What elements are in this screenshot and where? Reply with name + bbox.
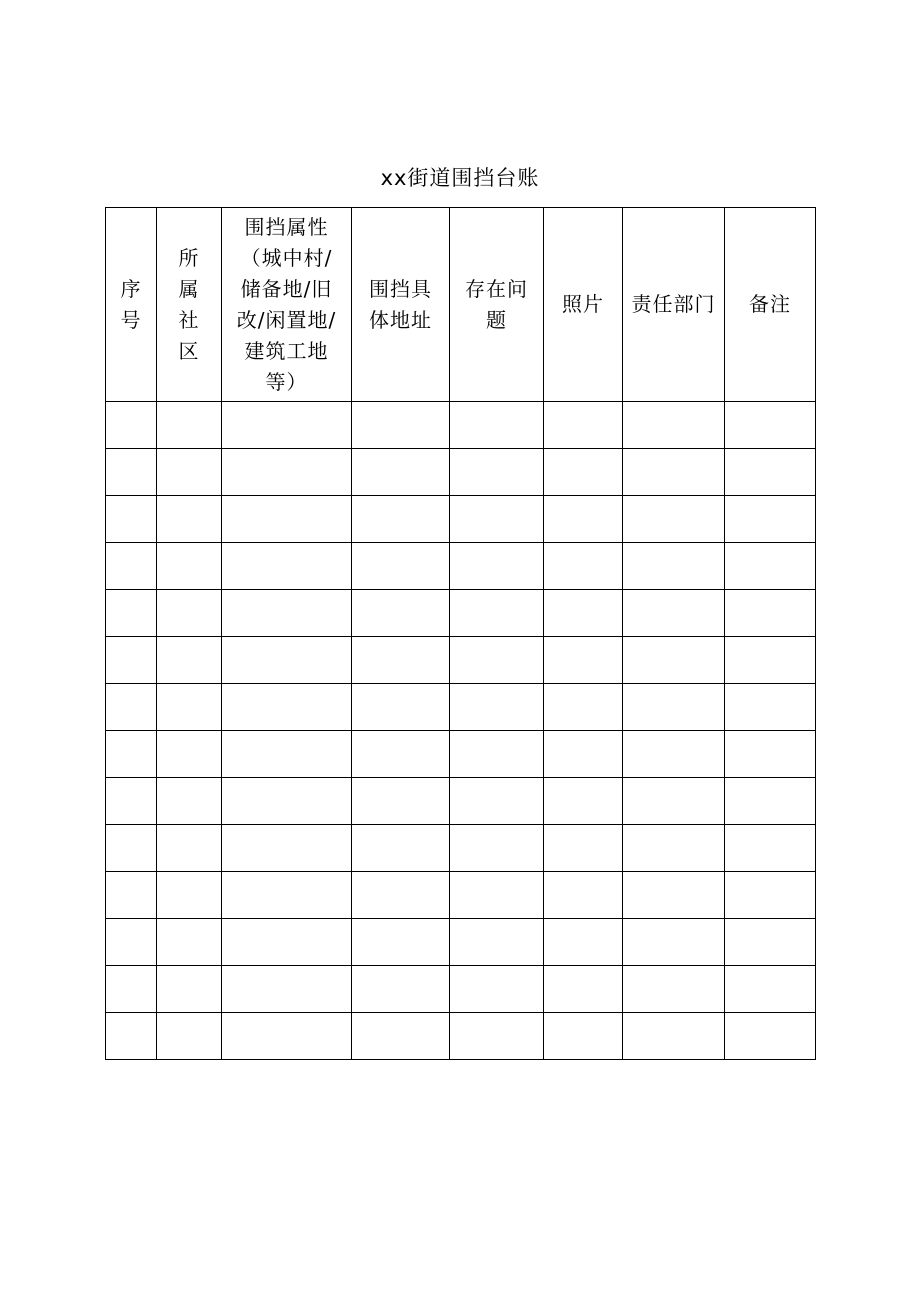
table-row	[106, 731, 816, 778]
table-cell-remark[interactable]	[725, 825, 816, 872]
table-cell-department[interactable]	[623, 402, 725, 449]
table-cell-remark[interactable]	[725, 449, 816, 496]
table-row	[106, 637, 816, 684]
ledger-table	[105, 207, 816, 1060]
table-row	[106, 590, 816, 637]
table-cell-community[interactable]	[157, 1013, 222, 1060]
header-row	[106, 208, 816, 402]
table-cell-attribute[interactable]	[222, 402, 352, 449]
table-cell-attribute[interactable]	[222, 637, 352, 684]
table-cell-address[interactable]	[352, 449, 450, 496]
table-cell-photo[interactable]	[544, 543, 623, 590]
table-cell-photo[interactable]	[544, 402, 623, 449]
table-cell-community[interactable]	[157, 637, 222, 684]
table-cell-issue[interactable]	[450, 637, 544, 684]
table-cell-department[interactable]	[623, 966, 725, 1013]
table-row	[106, 825, 816, 872]
table-cell-community[interactable]	[157, 731, 222, 778]
table-row	[106, 778, 816, 825]
table-row	[106, 449, 816, 496]
table-cell-department[interactable]	[623, 637, 725, 684]
table-cell-department[interactable]	[623, 449, 725, 496]
table-cell-address[interactable]	[352, 1013, 450, 1060]
table-cell-department[interactable]	[623, 778, 725, 825]
table-cell-address[interactable]	[352, 684, 450, 731]
table-cell-issue[interactable]	[450, 590, 544, 637]
table-cell-seq[interactable]	[106, 496, 157, 543]
ledger-body	[106, 402, 816, 1060]
header-label-community: 所属社区	[178, 245, 200, 363]
table-cell-attribute[interactable]	[222, 684, 352, 731]
table-cell-issue[interactable]	[450, 543, 544, 590]
table-cell-photo[interactable]	[544, 1013, 623, 1060]
table-row	[106, 543, 816, 590]
table-row	[106, 496, 816, 543]
table-cell-photo[interactable]	[544, 496, 623, 543]
table-cell-community[interactable]	[157, 543, 222, 590]
table-cell-community[interactable]	[157, 449, 222, 496]
table-cell-issue[interactable]	[450, 872, 544, 919]
table-row	[106, 966, 816, 1013]
table-cell-attribute[interactable]	[222, 496, 352, 543]
table-cell-community[interactable]	[157, 496, 222, 543]
table-cell-attribute[interactable]	[222, 919, 352, 966]
table-cell-department[interactable]	[623, 872, 725, 919]
table-cell-remark[interactable]	[725, 872, 816, 919]
table-cell-remark[interactable]	[725, 919, 816, 966]
header-cell-attribute	[222, 208, 352, 402]
table-cell-remark[interactable]	[725, 543, 816, 590]
header-label-department: 责任部门	[631, 292, 716, 316]
table-cell-community[interactable]	[157, 402, 222, 449]
table-cell-issue[interactable]	[450, 402, 544, 449]
table-cell-community[interactable]	[157, 684, 222, 731]
header-label-remark: 备注	[749, 292, 791, 316]
table-cell-community[interactable]	[157, 872, 222, 919]
table-cell-department[interactable]	[623, 590, 725, 637]
table-cell-issue[interactable]	[450, 496, 544, 543]
table-cell-remark[interactable]	[725, 402, 816, 449]
table-cell-community[interactable]	[157, 590, 222, 637]
table-cell-department[interactable]	[623, 684, 725, 731]
document-title: xx街道围挡台账	[380, 166, 540, 190]
table-cell-seq[interactable]	[106, 402, 157, 449]
table-cell-remark[interactable]	[725, 731, 816, 778]
header-cell-seq	[106, 208, 157, 402]
table-cell-remark[interactable]	[725, 590, 816, 637]
table-cell-address[interactable]	[352, 731, 450, 778]
table-cell-remark[interactable]	[725, 684, 816, 731]
table-cell-remark[interactable]	[725, 1013, 816, 1060]
table-cell-address[interactable]	[352, 966, 450, 1013]
table-cell-department[interactable]	[623, 1013, 725, 1060]
header-cell-community	[157, 208, 222, 402]
table-row	[106, 402, 816, 449]
table-cell-department[interactable]	[623, 496, 725, 543]
header-cell-issue	[450, 208, 544, 402]
table-cell-seq[interactable]	[106, 778, 157, 825]
table-cell-seq[interactable]	[106, 590, 157, 637]
table-row	[106, 1013, 816, 1060]
table-cell-issue[interactable]	[450, 966, 544, 1013]
table-cell-department[interactable]	[623, 731, 725, 778]
table-cell-attribute[interactable]	[222, 1013, 352, 1060]
table-cell-photo[interactable]	[544, 966, 623, 1013]
table-cell-photo[interactable]	[544, 684, 623, 731]
header-cell-photo	[544, 208, 623, 402]
header-cell-remark	[725, 208, 816, 402]
table-cell-seq[interactable]	[106, 966, 157, 1013]
table-cell-attribute[interactable]	[222, 590, 352, 637]
table-cell-address[interactable]	[352, 872, 450, 919]
table-cell-seq[interactable]	[106, 1013, 157, 1060]
table-cell-seq[interactable]	[106, 825, 157, 872]
table-cell-address[interactable]	[352, 825, 450, 872]
table-cell-photo[interactable]	[544, 825, 623, 872]
table-cell-photo[interactable]	[544, 637, 623, 684]
table-cell-attribute[interactable]	[222, 449, 352, 496]
table-cell-address[interactable]	[352, 778, 450, 825]
table-cell-photo[interactable]	[544, 590, 623, 637]
table-cell-address[interactable]	[352, 919, 450, 966]
header-label-address: 围挡具体地址	[369, 276, 432, 332]
table-row	[106, 919, 816, 966]
table-cell-remark[interactable]	[725, 637, 816, 684]
table-cell-department[interactable]	[623, 825, 725, 872]
header-cell-department	[623, 208, 725, 402]
table-cell-community[interactable]	[157, 778, 222, 825]
table-cell-address[interactable]	[352, 402, 450, 449]
table-cell-attribute[interactable]	[222, 825, 352, 872]
table-cell-issue[interactable]	[450, 449, 544, 496]
table-cell-issue[interactable]	[450, 919, 544, 966]
table-cell-photo[interactable]	[544, 919, 623, 966]
table-cell-issue[interactable]	[450, 778, 544, 825]
table-cell-seq[interactable]	[106, 684, 157, 731]
table-cell-community[interactable]	[157, 825, 222, 872]
table-cell-seq[interactable]	[106, 872, 157, 919]
table-cell-photo[interactable]	[544, 872, 623, 919]
table-row	[106, 684, 816, 731]
table-cell-attribute[interactable]	[222, 543, 352, 590]
table-cell-photo[interactable]	[544, 778, 623, 825]
table-cell-attribute[interactable]	[222, 778, 352, 825]
table-cell-seq[interactable]	[106, 731, 157, 778]
table-cell-attribute[interactable]	[222, 966, 352, 1013]
table-cell-issue[interactable]	[450, 731, 544, 778]
table-cell-department[interactable]	[623, 919, 725, 966]
table-cell-address[interactable]	[352, 637, 450, 684]
table-cell-attribute[interactable]	[222, 731, 352, 778]
table-cell-seq[interactable]	[106, 919, 157, 966]
table-cell-seq[interactable]	[106, 543, 157, 590]
table-cell-issue[interactable]	[450, 825, 544, 872]
header-label-attribute: 围挡属性（城中村/储备地/旧改/闲置地/建筑工地等）	[236, 214, 337, 394]
table-cell-address[interactable]	[352, 496, 450, 543]
table-cell-issue[interactable]	[450, 684, 544, 731]
table-cell-photo[interactable]	[544, 731, 623, 778]
table-cell-address[interactable]	[352, 590, 450, 637]
table-row	[106, 872, 816, 919]
table-cell-remark[interactable]	[725, 966, 816, 1013]
header-label-seq: 序号	[120, 276, 142, 332]
table-cell-attribute[interactable]	[222, 872, 352, 919]
table-cell-issue[interactable]	[450, 1013, 544, 1060]
table-cell-seq[interactable]	[106, 449, 157, 496]
table-cell-photo[interactable]	[544, 449, 623, 496]
table-cell-seq[interactable]	[106, 637, 157, 684]
header-label-issue: 存在问题	[465, 276, 528, 332]
header-label-photo: 照片	[562, 292, 604, 316]
header-cell-address	[352, 208, 450, 402]
table-cell-department[interactable]	[623, 543, 725, 590]
table-cell-remark[interactable]	[725, 778, 816, 825]
table-cell-address[interactable]	[352, 543, 450, 590]
table-cell-community[interactable]	[157, 966, 222, 1013]
table-cell-remark[interactable]	[725, 496, 816, 543]
table-cell-community[interactable]	[157, 919, 222, 966]
